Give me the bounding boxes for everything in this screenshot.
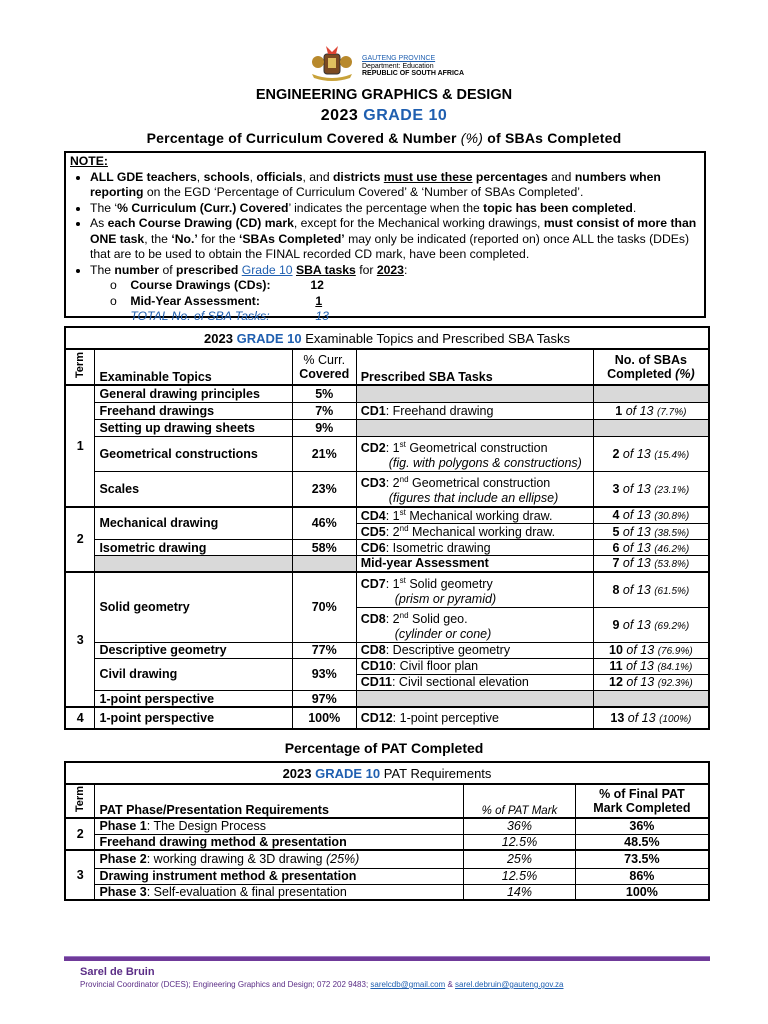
note-sub-2: o Mid-Year Assessment: 1 <box>110 293 323 308</box>
table-row: 2 Mechanical drawing 46% CD4: 1st Mechanical working draw. 4 of 13 (30.8%) <box>65 507 709 524</box>
table-row: Isometric drawing 58% CD6: Isometric drawing 6 of 13 (46.2%) <box>65 540 709 556</box>
footer-info: Provincial Coordinator (DCES); Engineering Graphics and Design; 072 202 9483; sarelcdb@gmail.com & sarel.debruin@gauteng.gov.za <box>80 980 564 989</box>
pat-heading: Percentage of PAT Completed <box>284 740 484 756</box>
pat-h-mark: % of PAT Mark <box>464 784 576 818</box>
topics-header-row: Term Examinable Topics % Curr. Covered Prescribed SBA Tasks No. of SBAs Completed (%) <box>65 349 709 385</box>
table-row: 1-point perspective 97% <box>65 690 709 707</box>
header-institution <box>362 55 464 78</box>
table-row: 1 General drawing principles 5% <box>65 385 709 402</box>
pat-header-row: Term PAT Phase/Presentation Requirements % of PAT Mark % of Final PAT Mark Completed <box>65 784 709 818</box>
table-row: Setting up drawing sheets 9% <box>65 419 709 436</box>
note-bullet-1: • ALL GDE teachers, schools, officials, and districts must use these percentages and numbers when reporting on the EGD ‘Percentage of Curriculum Covered’ & ‘Number of SBAs Completed’. <box>90 170 700 201</box>
table-row: Civil drawing 93% CD10: Civil floor plan 11 of 13 (84.1%) <box>65 658 709 674</box>
header-department: Department: Education <box>362 62 434 70</box>
footer-name: Sarel de Bruin <box>80 966 155 978</box>
header-country: REPUBLIC OF SOUTH AFRICA <box>362 70 465 77</box>
table-row: CD8: 2nd Solid geo. (cylinder or cone) 9 of 13 (69.2%) <box>65 607 709 642</box>
note-bullet-3: • As each Course Drawing (CD) mark, except for the Mechanical working drawings, must consist of more than ONE task, the ‘No.’ for the ‘SBAs Completed’ may only be indicated (reported on) once ALL the tasks (DDEs) that are to be used to obtain the FINAL recorded CD mark, have been completed. <box>90 216 700 263</box>
table-row: Scales 23% CD3: 2nd Geometrical construction (figures that include an ellipse) 3 of 13 (23.1%) <box>65 471 709 507</box>
note-box <box>64 151 706 323</box>
table-row: CD11: Civil sectional elevation 12 of 13 (92.3%) <box>65 674 709 690</box>
pat-h-term: Term <box>74 786 87 813</box>
table-row: Freehand drawing method & presentation 12.5% 48.5% <box>65 834 709 850</box>
title-line3a: Percentage of Curriculum Covered & Number <box>146 130 457 146</box>
note-list <box>70 170 700 325</box>
title-year: 2023 <box>320 107 359 124</box>
table-row: Freehand drawings 7% CD1: Freehand drawing 1 of 13 (7.7%) <box>65 402 709 419</box>
table-row: 4 1-point perspective 100% CD12: 1-point perceptive 13 of 13 (100%) <box>65 707 709 729</box>
note-sub-3: TOTAL No. of SBA Tasks: 13 <box>130 309 329 323</box>
table-row: Geometrical constructions 21% CD2: 1st Geometrical construction (fig. with polygons & constructions) 2 of 13 (15.4%) <box>65 436 709 471</box>
table-row: Mid-year Assessment 7 of 13 (53.8%) <box>65 556 709 572</box>
note-sub-1: o Course Drawings (CDs): 12 <box>110 278 324 292</box>
footer-email-1[interactable]: sarelcdb@gmail.com <box>370 980 446 989</box>
h-tasks: Prescribed SBA Tasks <box>356 349 593 385</box>
note-label: NOTE: <box>70 154 108 168</box>
pat-title: 2023 GRADE 10 PAT Requirements <box>65 762 709 784</box>
topics-table <box>64 326 710 730</box>
topics-title: 2023 GRADE 10 Examinable Topics and Prescribed SBA Tasks <box>65 327 709 349</box>
footer-email-2[interactable]: sarel.debruin@gauteng.gov.za <box>455 980 564 989</box>
title-line3b: (%) <box>460 130 484 146</box>
page-title: ENGINEERING GRAPHICS & DESIGN <box>255 87 513 103</box>
title-line3c: of SBAs Completed <box>487 130 622 146</box>
table-row: 3 Solid geometry 70% CD7: 1st Solid geometry (prism or pyramid) 8 of 13 (61.5%) <box>65 572 709 608</box>
table-row: CD5: 2nd Mechanical working draw. 5 of 13 (38.5%) <box>65 523 709 539</box>
title-grade: GRADE 10 <box>363 107 448 124</box>
footer-divider <box>64 956 710 961</box>
header-province: GAUTENG PROVINCE <box>362 55 436 62</box>
pat-h-phase: PAT Phase/Presentation Requirements <box>95 784 464 818</box>
table-row: 3 Phase 2: working drawing & 3D drawing (25%) 25% 73.5% <box>65 850 709 868</box>
table-row: Drawing instrument method & presentation 12.5% 86% <box>65 868 709 884</box>
note-bullet-4: • The number of prescribed Grade 10 SBA tasks for 2023: <box>90 263 700 279</box>
coat-of-arms-logo <box>306 44 358 82</box>
pat-table <box>64 761 710 901</box>
table-row: 2 Phase 1: The Design Process 36% 36% <box>65 818 709 834</box>
h-term: Term <box>74 352 87 379</box>
table-row: Descriptive geometry 77% CD8: Descriptive geometry 10 of 13 (76.9%) <box>65 642 709 658</box>
page-section-title <box>0 130 768 146</box>
h-topics: Examinable Topics <box>95 349 292 385</box>
table-row: Phase 3: Self-evaluation & final presentation 14% 100% <box>65 884 709 900</box>
note-bullet-2: • The ‘% Curriculum (Curr.) Covered’ indicates the percentage when the topic has been completed. <box>90 201 700 217</box>
page-subtitle <box>0 107 768 125</box>
